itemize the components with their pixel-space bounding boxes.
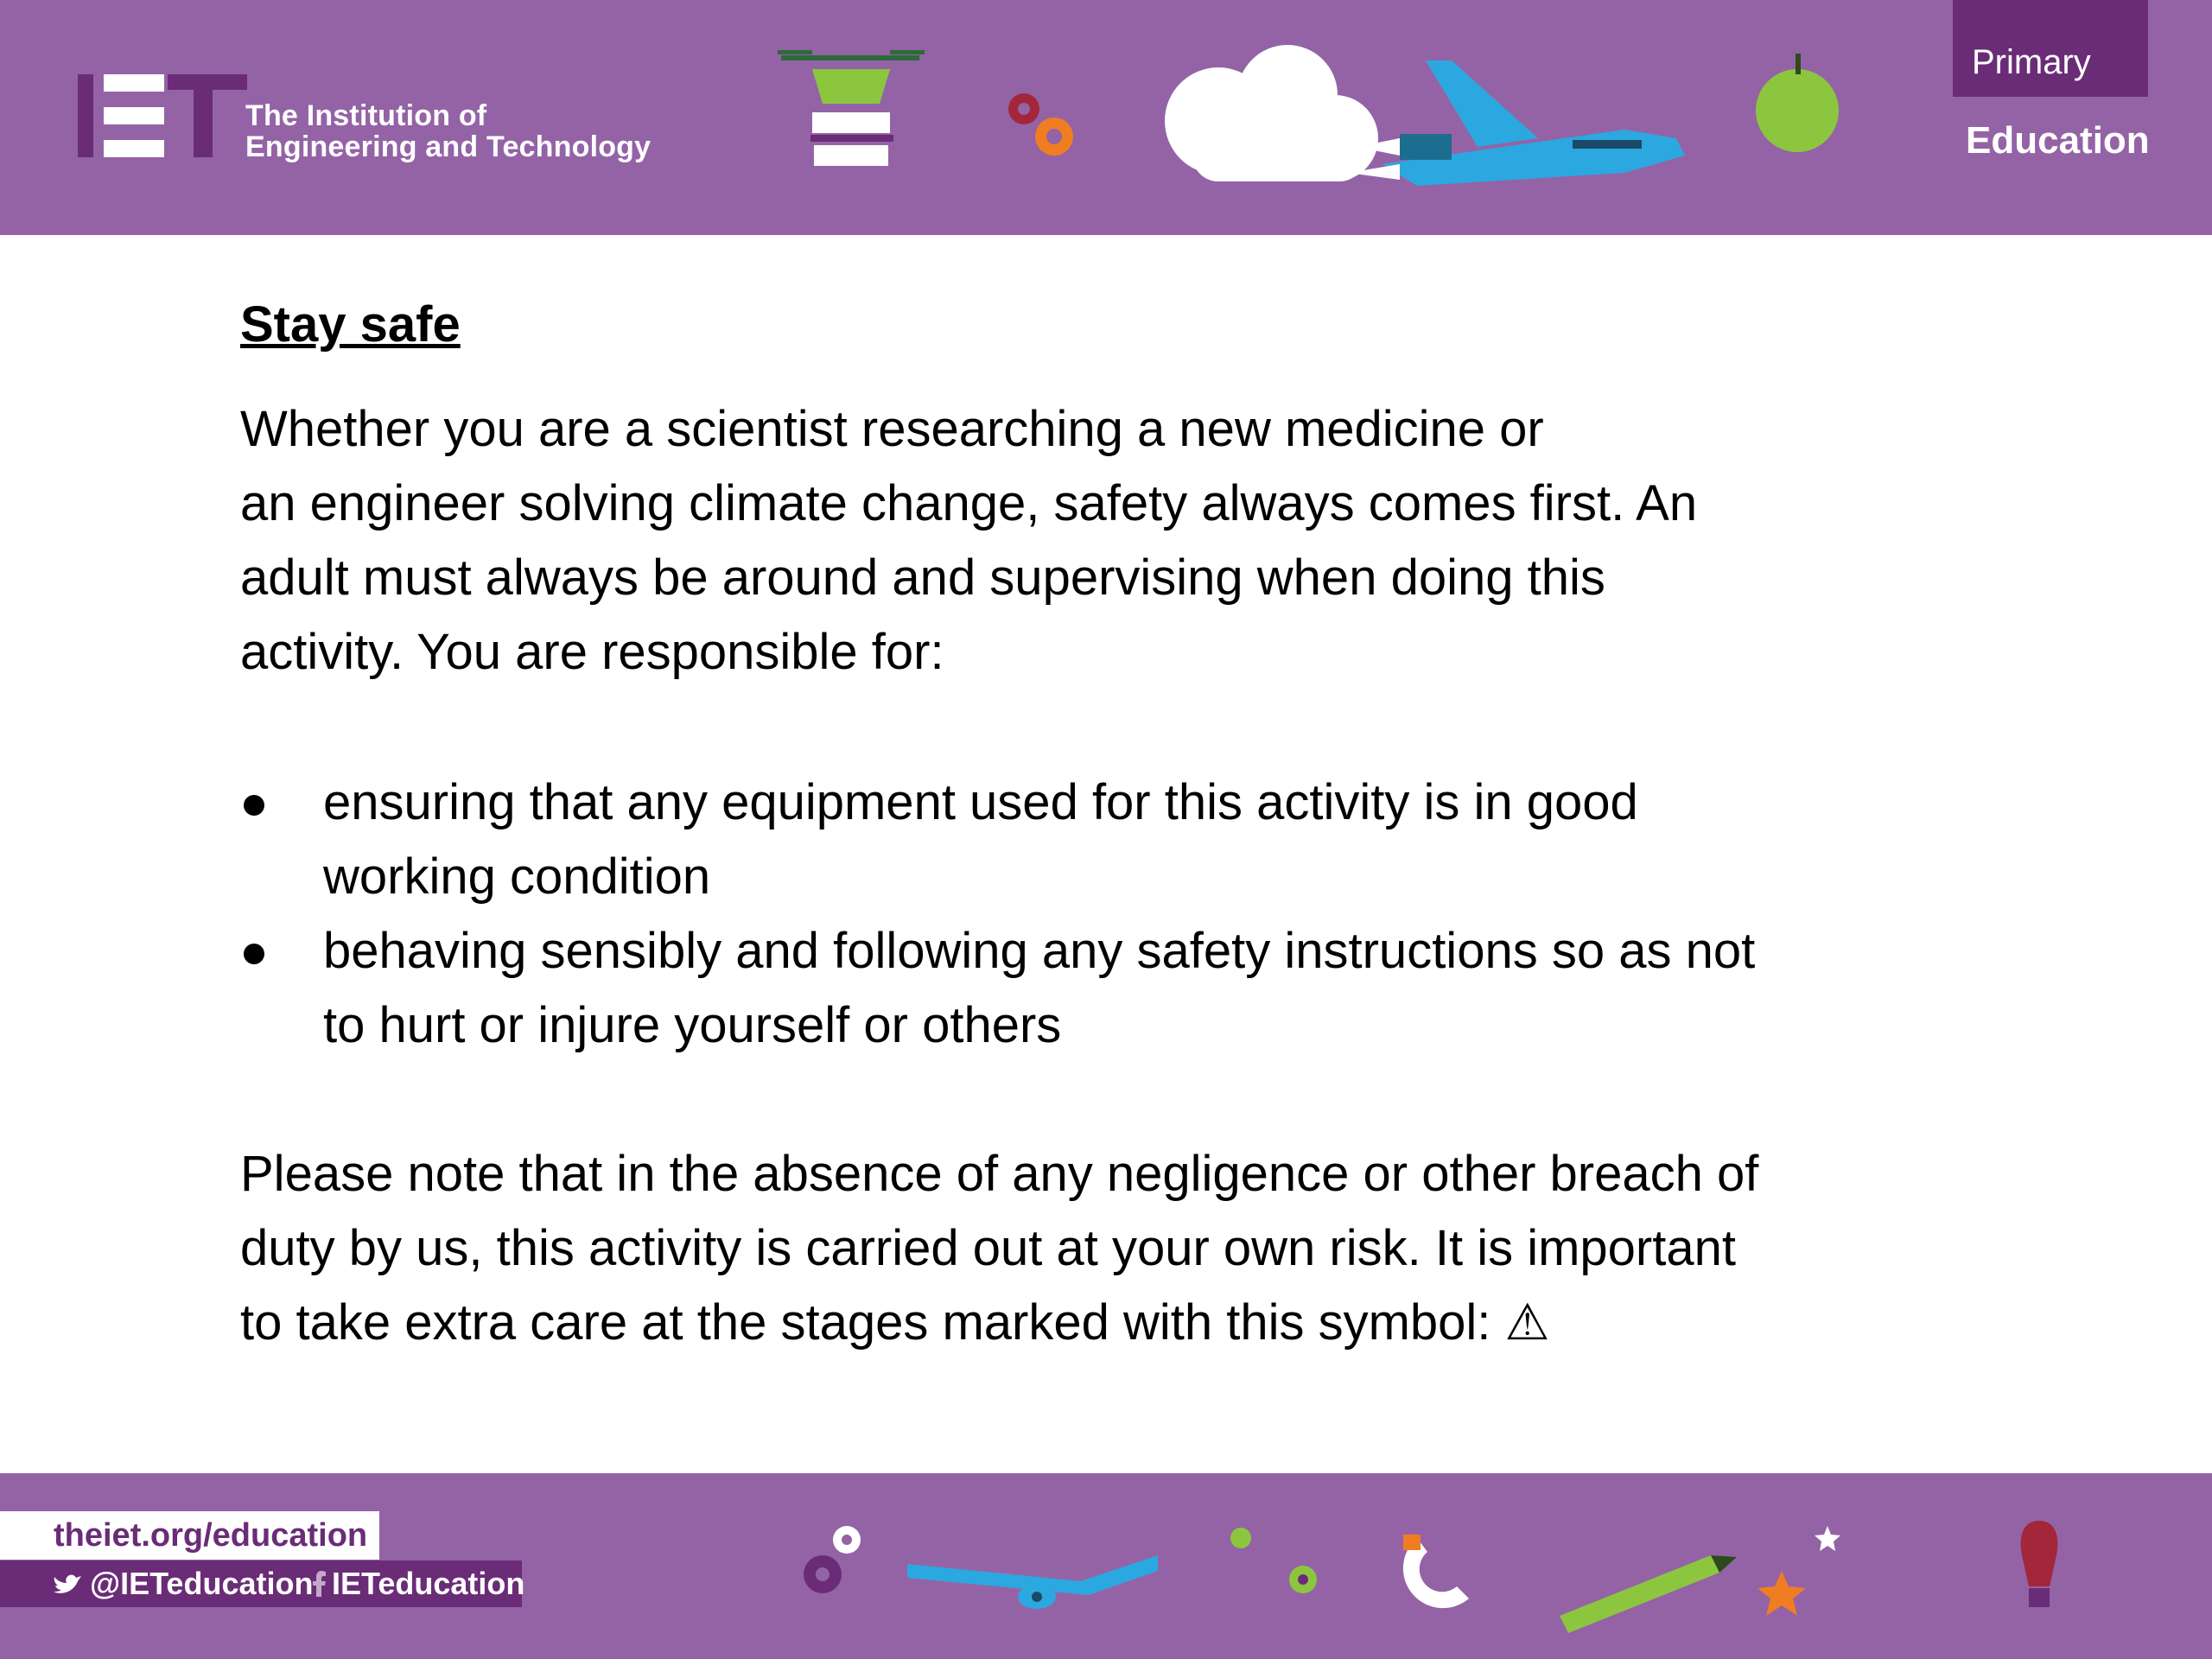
space-shuttle-icon [1348,60,1685,186]
intro-paragraph [240,392,1986,690]
logo-line-1: The Institution of [245,99,487,132]
intro-line: an engineer solving climate change, safety always comes first. An [240,475,1698,531]
star-icon [1758,1526,1840,1616]
iet-logo-mark [78,74,247,157]
twitter-icon[interactable] [52,1573,83,1597]
list-item-line: ensuring that any equipment used for this activity is in good [323,774,1638,830]
risk-note-paragraph [240,1137,1986,1360]
lightbulb-icon [2021,1521,2058,1607]
responsibility-list [240,766,1986,1063]
list-item-line: to hurt or injure yourself or others [323,997,1062,1053]
education-label: Education [1966,119,2150,162]
note-line: duty by us, this activity is carried out at your own risk. It is important [240,1220,1736,1276]
logo-line-2: Engineering and Technology [245,130,652,163]
gears-icon [1008,93,1073,156]
iet-logo [78,74,652,169]
intro-line: activity. You are responsible for: [240,624,944,680]
location-pin-icon [1230,1528,1317,1593]
bullet-icon [244,795,264,816]
pencil-icon [1560,1555,1737,1633]
primary-label: Primary [1972,43,2091,81]
list-item [240,914,1986,1063]
drone-icon [778,50,925,166]
plane-icon [907,1555,1158,1609]
list-item-line: working condition [323,849,711,905]
page-title: Stay safe [240,296,461,353]
twitter-handle-link[interactable]: @IETeducation [90,1566,314,1601]
intro-line: Whether you are a scientist researching a new medicine or [240,401,1544,457]
bullet-icon [244,944,264,964]
facebook-handle-link[interactable]: IETeducation [332,1566,525,1601]
logo-text [245,100,651,162]
list-item [240,766,1986,914]
facebook-icon[interactable] [313,1571,327,1597]
note-line: to take extra care at the stages marked with this symbol: ⚠ [240,1294,1550,1351]
apple-icon [1756,54,1839,152]
note-line: Please note that in the absence of any negligence or other breach of [240,1146,1759,1202]
magnet-icon [1403,1535,1469,1608]
intro-line: adult must always be around and supervising when doing this [240,550,1605,606]
cloud-icon [1165,45,1378,181]
gears-icon [804,1526,861,1593]
header-illustrations [760,35,1849,207]
footer-illustrations [778,1503,2126,1650]
footer-url-link[interactable]: theiet.org/education [0,1511,379,1560]
list-item-line: behaving sensibly and following any safety instructions so as not [323,923,1756,979]
footer-social-bar [0,1560,525,1607]
main-content [240,290,1986,1360]
